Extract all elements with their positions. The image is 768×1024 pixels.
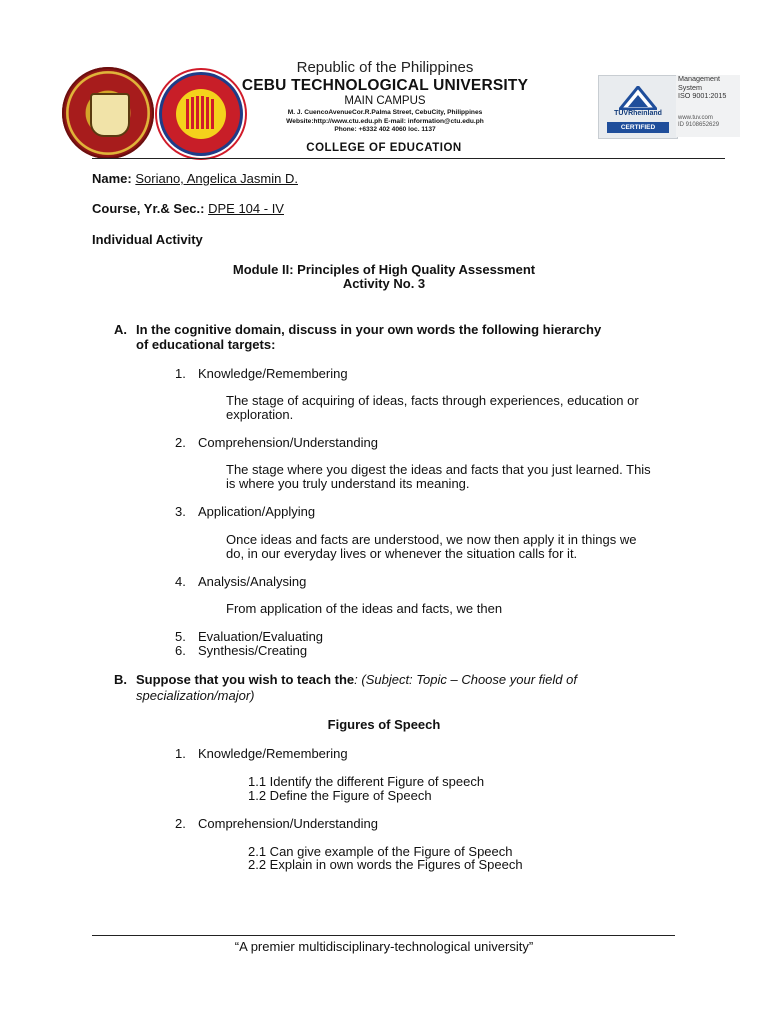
list-item-title: Application/Applying: [198, 504, 316, 519]
list-item-number: 6.: [175, 643, 186, 658]
section-a-prompt-line1: In the cognitive domain, discuss in your own words the following hierarchy: [136, 322, 602, 337]
answer-text: Once ideas and facts are understood, we now then apply it in things we: [226, 532, 637, 547]
section-a-marker: A.: [114, 322, 127, 337]
answer-text: is where you truly understand its meaning.: [226, 476, 470, 491]
phone-line: Phone: +6332 402 4060 loc. 1137: [334, 126, 436, 134]
list-item-title: Knowledge/Remembering: [198, 746, 348, 761]
university-name: CEBU TECHNOLOGICAL UNIVERSITY: [241, 77, 529, 94]
section-b-prompt-italic: : (Subject: Topic – Choose your field of: [354, 672, 577, 687]
objective-text: 1.1 Identify the different Figure of speech: [248, 774, 485, 789]
list-item-title: Analysis/Analysing: [198, 574, 307, 589]
section-a-prompt-line2: of educational targets:: [136, 337, 276, 352]
cert-id: ID 9108652629: [678, 121, 720, 128]
section-b-prompt-bold: Suppose that you wish to teach the: [136, 672, 355, 687]
name-value: Soriano, Angelica Jasmin D.: [135, 171, 298, 186]
answer-text: The stage where you digest the ideas and facts that you just learned. This: [226, 462, 651, 477]
course-value: DPE 104 - IV: [208, 201, 284, 216]
name-label: Name:: [92, 171, 132, 186]
cert-url: www.tuv.com: [678, 114, 713, 121]
campus-name: MAIN CAMPUS: [344, 95, 426, 107]
cert-iso: ISO 9001:2015: [678, 91, 727, 101]
answer-text: The stage of acquiring of ideas, facts through experiences, education or: [226, 393, 639, 408]
tuv-certification-logo: [598, 75, 678, 139]
objective-text: 2.1 Can give example of the Figure of Speech: [248, 844, 513, 859]
activity-number: Activity No. 3: [342, 276, 426, 291]
footer-divider: [92, 935, 675, 936]
name-row: [92, 171, 298, 186]
list-item-number: 4.: [175, 574, 186, 589]
list-item-number: 1.: [175, 746, 186, 761]
footer-motto: “A premier multidisciplinary-technological university”: [234, 939, 534, 954]
answer-text: From application of the ideas and facts, we then: [226, 601, 503, 616]
objective-text: 2.2 Explain in own words the Figures of Speech: [248, 857, 523, 872]
answer-text: exploration.: [226, 407, 294, 422]
college-name: COLLEGE OF EDUCATION: [306, 142, 462, 154]
republic-line: Republic of the Philippines: [296, 59, 474, 76]
objective-text: 1.2 Define the Figure of Speech: [248, 788, 432, 803]
list-item-number: 5.: [175, 629, 186, 644]
list-item-title: Synthesis/Creating: [198, 643, 308, 658]
section-b-marker: B.: [114, 672, 127, 687]
tuv-details: [676, 75, 740, 137]
tuv-triangle-icon: [619, 86, 657, 110]
list-item-number: 2.: [175, 435, 186, 450]
address-line: M. J. CuencoAvenueCor.R.Palma Street, CebuCity, Philippines: [287, 109, 483, 116]
header-divider: [92, 158, 725, 159]
seal-shield-icon: [90, 93, 130, 137]
cert-mgmt-line1: Management: [678, 74, 720, 83]
list-item-title: Knowledge/Remembering: [198, 366, 348, 381]
list-item-title: Evaluation/Evaluating: [198, 629, 324, 644]
list-item-number: 1.: [175, 366, 186, 381]
list-item-number: 3.: [175, 504, 186, 519]
list-item-title: Comprehension/Understanding: [198, 816, 378, 831]
tuv-brand: TÜVRheinland: [614, 110, 662, 117]
list-item-title: Comprehension/Understanding: [198, 435, 378, 450]
asean-emblem-icon: [176, 89, 226, 139]
letterhead: [240, 58, 530, 135]
contact-line: Website:http://www.ctu.edu.ph E-mail: information@ctu.edu.ph: [286, 117, 484, 125]
course-label: Course, Yr.& Sec.:: [92, 201, 205, 216]
certified-badge: CERTIFIED: [607, 122, 669, 133]
activity-type: Individual Activity: [92, 232, 203, 247]
topic-title: Figures of Speech: [327, 717, 441, 732]
answer-text: do, in our everyday lives or whenever the situation calls for it.: [226, 546, 578, 561]
course-row: [92, 201, 284, 216]
list-item-number: 2.: [175, 816, 186, 831]
module-title: Module II: Principles of High Quality Assessment: [232, 262, 536, 277]
cert-mgmt-line2: System: [678, 82, 702, 92]
section-b-prompt-line2: specialization/major): [136, 688, 255, 703]
section-b-prompt-line1: [136, 672, 577, 687]
